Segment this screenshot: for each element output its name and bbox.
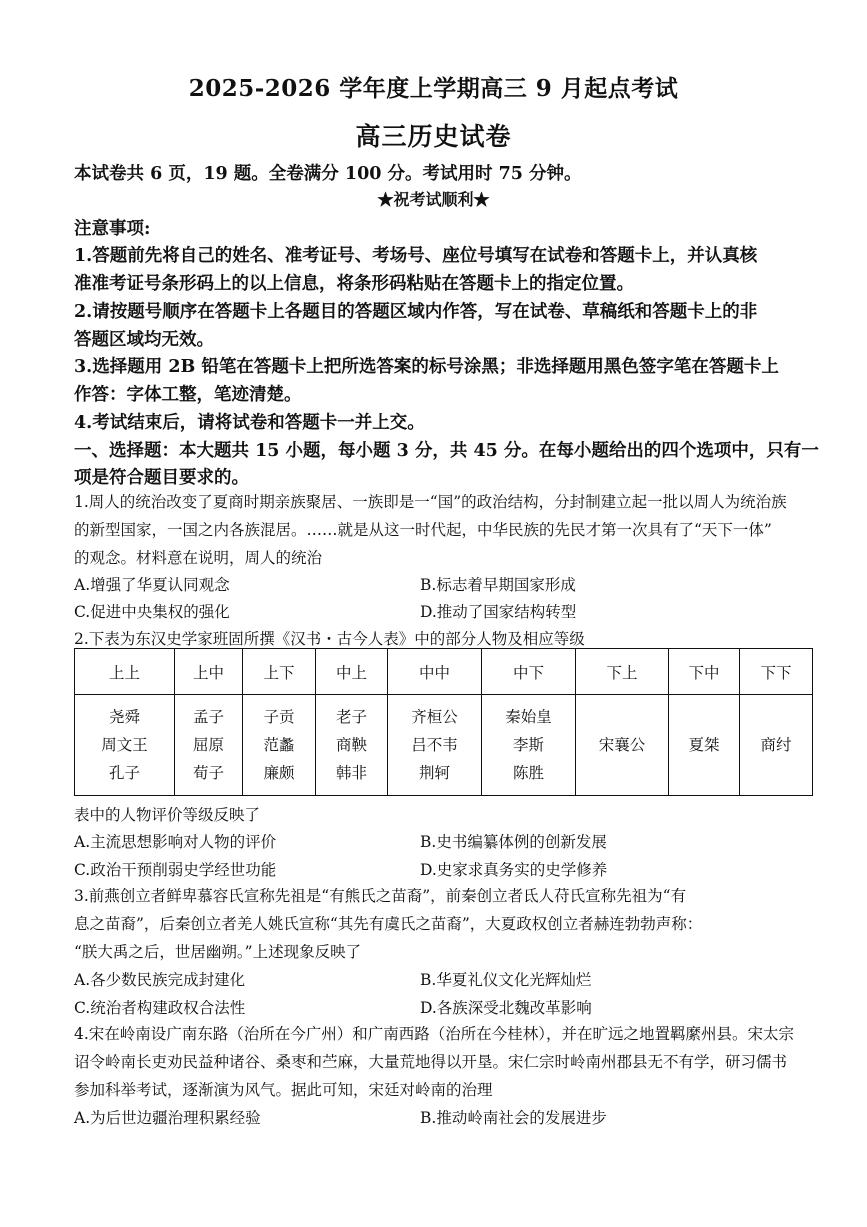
table-cell [576, 695, 669, 796]
person-name: 齐桓公 [411, 708, 458, 726]
question-3-stem: “朕大禹之后，世居幽朔。”上述现象反映了 [74, 943, 362, 961]
question-2-option-c: C.政治干预削弱史学经世功能 [74, 861, 277, 879]
question-3-option-c: C.统治者构建政权合法性 [74, 999, 246, 1017]
person-name: 孔子 [108, 764, 140, 782]
question-3-option-d: D.各族深受北魏改革影响 [420, 999, 592, 1017]
notice-line: 作答：字体工整，笔迹清楚。 [74, 385, 302, 405]
notice-line: 3.选择题用 2B 铅笔在答题卡上把所选答案的标号涂黑；非选择题用黑色签字笔在答题卡上 [74, 357, 779, 377]
person-name: 陈胜 [512, 764, 544, 782]
person-name: 秦始皇 [505, 708, 552, 726]
table-cell [175, 695, 243, 796]
question-2-option-a: A.主流思想影响对人物的评价 [74, 833, 277, 851]
notice-line: 4.考试结束后，请将试卷和答题卡一并上交。 [74, 413, 425, 433]
table-header-row [75, 649, 813, 695]
table-header-cell: 下下 [740, 649, 813, 695]
person-name: 廉颇 [263, 764, 295, 782]
question-3-stem: 3.前燕创立者鲜卑慕容氏宣称先祖是“有熊氏之苗裔”，前秦创立者氐人苻氏宣称先祖为“有 [74, 887, 687, 905]
person-name: 屈原 [192, 736, 224, 754]
question-2-after: 表中的人物评价等级反映了 [74, 806, 261, 824]
notice-line: 准准考证号条形码上的以上信息，将条形码粘贴在答题卡上的指定位置。 [74, 274, 634, 294]
question-3-option-a: A.各少数民族完成封建化 [74, 971, 246, 989]
notice-heading: 注意事项: [74, 219, 151, 239]
question-1-option-c: C.促进中央集权的强化 [74, 603, 230, 621]
question-4-stem: 参加科举考试，逐渐演为风气。据此可知，宋廷对岭南的治理 [74, 1081, 493, 1099]
person-name: 子贡 [263, 708, 295, 726]
exam-subtitle: 高三历史试卷 [355, 122, 512, 151]
table-header-cell: 上中 [175, 649, 243, 695]
question-1-option-b: B.标志着早期国家形成 [420, 576, 576, 594]
question-1-option-d: D.推动了国家结构转型 [420, 603, 577, 621]
table-cell [482, 695, 576, 796]
table-cell [388, 695, 482, 796]
table-header-cell: 上下 [243, 649, 316, 695]
table-cell [316, 695, 388, 796]
question-4-option-b: B.推动岭南社会的发展进步 [420, 1109, 607, 1127]
question-2-stem: 2.下表为东汉史学家班固所撰《汉书・古今人表》中的部分人物及相应等级 [74, 630, 585, 648]
person-name: 范蠡 [263, 736, 295, 754]
section-heading: 一、选择题：本大题共 15 小题，每小题 3 分，共 45 分。在每小题给出的四个选项中，只有一 [74, 441, 819, 461]
table-header-cell: 下中 [669, 649, 740, 695]
table-header-cell: 中上 [316, 649, 388, 695]
person-name: 夏桀 [688, 736, 720, 754]
person-name: 吕不韦 [411, 736, 458, 754]
table-cell [740, 695, 813, 796]
person-name: 韩非 [335, 764, 367, 782]
question-3-stem: 息之苗裔”，后秦创立者羌人姚氏宣称“其先有虞氏之苗裔”，大夏政权创立者赫连勃勃声称： [74, 915, 703, 933]
table-cell [75, 695, 175, 796]
table-row [75, 695, 813, 796]
exam-info: 本试卷共 6 页，19 题。全卷满分 100 分。考试用时 75 分钟。 [74, 164, 582, 184]
question-1-stem: 的新型国家，一国之内各族混居。……就是从这一时代起，中华民族的先民才第一次具有了“天下一体” [74, 521, 772, 539]
person-name: 荀子 [192, 764, 224, 782]
person-name: 宋襄公 [598, 736, 646, 754]
question-1-option-a: A.增强了华夏认同观念 [74, 576, 230, 594]
table-header-cell: 上上 [75, 649, 175, 695]
rank-table [74, 648, 813, 796]
question-4-stem: 4.宋在岭南设广南东路（治所在今广州）和广南西路（治所在今桂林），并在旷远之地置羁縻州县。宋太宗 [74, 1025, 795, 1043]
blessing: ★祝考试顺利★ [377, 190, 490, 209]
table-cell [243, 695, 316, 796]
person-name: 老子 [335, 708, 367, 726]
person-name: 孟子 [192, 708, 224, 726]
question-1-stem: 1.周人的统治改变了夏商时期亲族聚居、一族即是一“国”的政治结构，分封制建立起一批以周人为统治族 [74, 493, 787, 511]
section-heading-cont: 项是符合题目要求的。 [74, 468, 249, 488]
question-3-option-b: B.华夏礼仪文化光辉灿烂 [420, 971, 592, 989]
question-4-stem: 诏令岭南长吏劝民益种诸谷、桑枣和苎麻，大量荒地得以开垦。宋仁宗时岭南州郡县无不有学，研习儒书 [74, 1053, 788, 1071]
person-name: 李斯 [512, 736, 544, 754]
person-name: 荆轲 [418, 764, 450, 782]
question-1-stem: 的观念。材料意在说明，周人的统治 [74, 549, 323, 567]
table-cell [669, 695, 740, 796]
table-header-cell: 下上 [576, 649, 669, 695]
table-header-cell: 中下 [482, 649, 576, 695]
exam-title: 2025-2026 学年度上学期高三 9 月起点考试 [188, 75, 679, 102]
question-2-option-b: B.史书编纂体例的创新发展 [420, 833, 607, 851]
table-header-cell: 中中 [388, 649, 482, 695]
person-name: 周文王 [101, 736, 148, 754]
notice-line: 答题区域均无效。 [74, 330, 214, 350]
question-2-option-d: D.史家求真务实的史学修养 [420, 861, 608, 879]
person-name: 商纣 [760, 736, 792, 754]
person-name: 尧舜 [108, 708, 140, 726]
question-4-option-a: A.为后世边疆治理积累经验 [74, 1109, 261, 1127]
notice-line: 1.答题前先将自己的姓名、准考证号、考场号、座位号填写在试卷和答题卡上，并认真核 [74, 246, 758, 266]
notice-line: 2.请按题号顺序在答题卡上各题目的答题区域内作答，写在试卷、草稿纸和答题卡上的非 [74, 302, 758, 322]
person-name: 商鞅 [335, 736, 367, 754]
